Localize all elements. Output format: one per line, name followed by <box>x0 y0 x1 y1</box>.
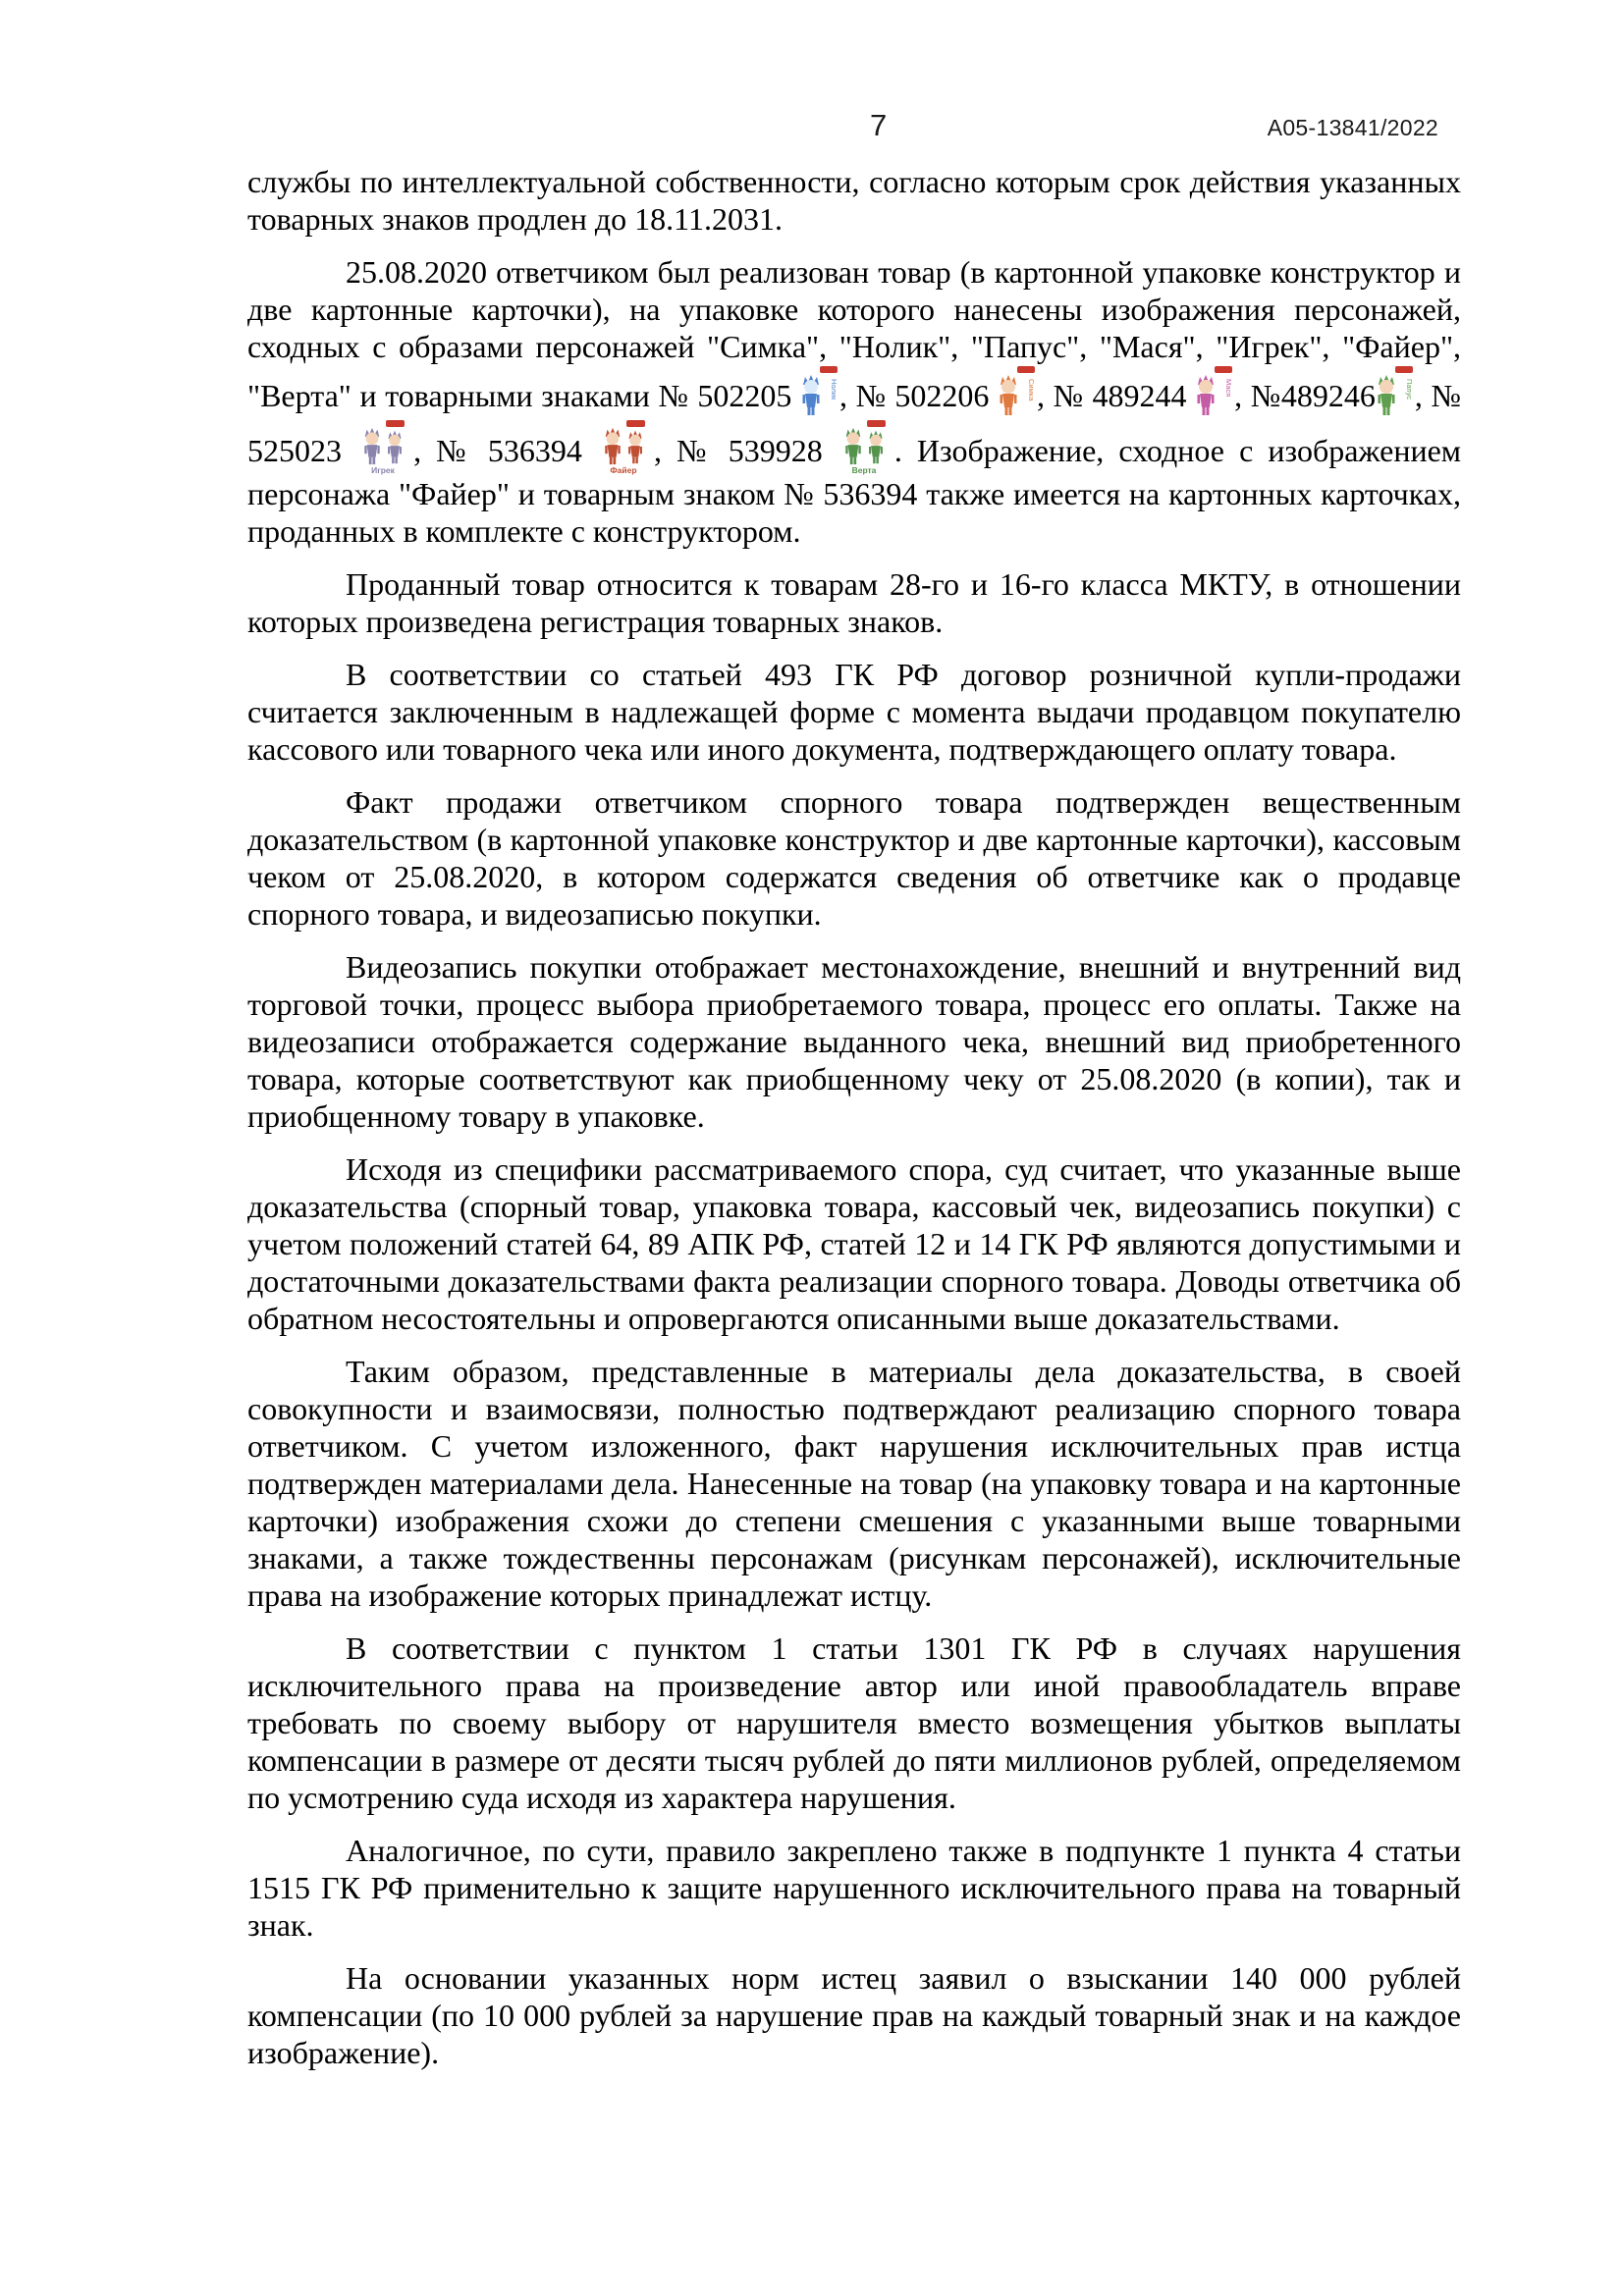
trademark-502206-simka-icon <box>998 365 1037 420</box>
brand-ribbon <box>626 420 645 427</box>
trademark-caption: Мася <box>1224 379 1234 398</box>
trademark-number-502205: № 502205 <box>658 378 800 413</box>
fire-figure <box>628 431 642 464</box>
paragraph-article-1515: Аналогичное, по сути, правило закреплено также в подпункте 1 пункта 4 статьи 1515 ГК РФ применительно к защите нарушенного исключительного права на товарный знак. <box>247 1833 1461 1943</box>
trademark-number-489244: , № 489244 <box>1037 378 1196 413</box>
trademark-502205-nolik-icon <box>800 365 839 420</box>
brand-ribbon <box>867 420 886 427</box>
brand-ribbon <box>1215 366 1232 373</box>
trademark-caption: Папус <box>1404 379 1414 400</box>
verta-figure <box>845 428 860 464</box>
masya-figure <box>1198 375 1215 415</box>
paragraph-mktu-classes: Проданный товар относится к товарам 28-го и 16-го класса МКТУ, в отношении которых произведена регистрация товарных знаков. <box>247 566 1461 639</box>
paragraph-admissible-evidence: Исходя из специфики рассматриваемого спора, суд считает, что указанные выше доказательства (спорный товар, упаковка товара, кассовый чек, видеозапись покупки) с учетом положений статей 64, 89 АПК РФ, статей 12 и 14 ГК РФ являются допустимыми и достаточными доказательствами факта реализации спорного товара. Доводы ответчика об обратном несостоятельны и опровергаются описанными выше доказательствами. <box>247 1151 1461 1336</box>
paragraph-video-recording: Видеозапись покупки отображает местонахождение, внешний и внутренний вид торговой точки, процесс выбора приобретаемого товара, процесс его оплаты. Также на видеозаписи отображается содержание выданного чека, внешний вид приобретенного товара, которые соответствуют как приобщенному чеку от 25.08.2020 (в копии), так и приобщенному товару в упаковке. <box>247 949 1461 1134</box>
page-content <box>247 163 1461 2087</box>
trademark-536394-fire-icon <box>597 420 654 475</box>
fire-figure <box>605 428 620 464</box>
brand-ribbon <box>1395 366 1413 373</box>
paragraph-trademark-validity: службы по интеллектуальной собственности, согласно которым срок действия указанных товарных знаков продлен до 18.11.2031. <box>247 164 1461 237</box>
trademark-paragraph-tail: . Изображение, сходное с изображением персонажа "Файер" и товарным знаком № 536394 также имеется на картонных карточках, проданных в комплекте с конструктором. <box>247 433 1462 549</box>
paragraph-article-493: В соответствии со статьей 493 ГК РФ договор розничной купли-продажи считается заключенным в надлежащей форме с момента выдачи продавцом покупателю кассового или товарного чека или иного документа, подтверждающего оплату товара. <box>247 657 1461 767</box>
verta-figure <box>869 431 883 464</box>
trademark-number-489246: , №489246 <box>1234 378 1376 413</box>
paragraph-article-1301: В соответствии с пунктом 1 статьи 1301 ГК РФ в случаях нарушения исключительного права на произведение автор или иной правообладатель вправе требовать по своему выбору от нарушителя вместо возмещения убытков выплаты компенсации в размере от десяти тысяч рублей до пяти миллионов рублей, определяемом по усмотрению суда исходя из характера нарушения. <box>247 1630 1461 1815</box>
trademark-number-539928: , № 539928 <box>653 433 838 468</box>
trademark-number-525023: , № 525023 <box>247 378 1462 468</box>
trademark-525023-igrek-icon <box>356 420 413 475</box>
trademark-number-536394: , № 536394 <box>413 433 597 468</box>
trademark-number-502206: , № 502206 <box>839 378 999 413</box>
paragraph-conclusion-infringement: Таким образом, представленные в материалы дела доказательства, в своей совокупности и взаимосвязи, полностью подтверждают реализацию спорного товара ответчиком. С учетом изложенного, факт нарушения исключительных прав истца подтвержден материалами дела. Нанесенные на товар (на упаковку товара и на картонные карточки) изображения схожи до степени смешения с указанными выше товарными знаками, а также тождественны персонажам (рисункам персонажей), исключительные права на изображение которых принадлежат истцу. <box>247 1354 1461 1613</box>
trademark-489246-papus-icon <box>1376 365 1415 420</box>
page-number: 7 <box>870 108 888 142</box>
trademark-489244-masya-icon <box>1195 365 1234 420</box>
trademark-paragraph-lead: 25.08.2020 ответчиком был реализован товар (в картонной упаковке конструктор и две картонные карточки), на упаковке которого нанесены изображения персонажей, сходных с образами персонажей "Симка", "Нолик", "Папус", "Мася", "Игрек", "Файер", "Верта" и товарными знаками <box>247 254 1461 413</box>
brand-ribbon <box>386 420 405 427</box>
trademark-caption: Файер <box>610 465 637 475</box>
nolik-figure <box>802 375 819 415</box>
trademark-539928-verta-icon <box>838 420 894 475</box>
igrek-figure <box>364 428 379 464</box>
igrek-figure <box>388 431 402 464</box>
trademark-caption: Симка <box>1027 379 1037 401</box>
paragraph-sale-evidence: Факт продажи ответчиком спорного товара подтвержден вещественным доказательством (в картонной упаковке конструктор и две картонные карточки), кассовым чеком от 25.08.2020, в котором содержатся сведения об ответчике как о продавце спорного товара, и видеозаписью покупки. <box>247 784 1461 932</box>
trademark-caption: Нолик <box>829 379 839 400</box>
case-number: А05-13841/2022 <box>1267 115 1438 140</box>
simka-figure <box>1001 375 1017 415</box>
trademark-caption: Верта <box>851 465 877 475</box>
paragraph-sale-and-trademarks <box>247 253 1461 550</box>
trademark-caption: Игрек <box>371 465 396 475</box>
brand-ribbon <box>820 366 838 373</box>
papus-figure <box>1378 375 1394 415</box>
brand-ribbon <box>1017 366 1035 373</box>
paragraph-compensation-claim: На основании указанных норм истец заявил о взыскании 140 000 рублей компенсации (по 10 000 рублей за нарушение прав на каждый товарный знак и на каждое изображение). <box>247 1960 1461 2070</box>
